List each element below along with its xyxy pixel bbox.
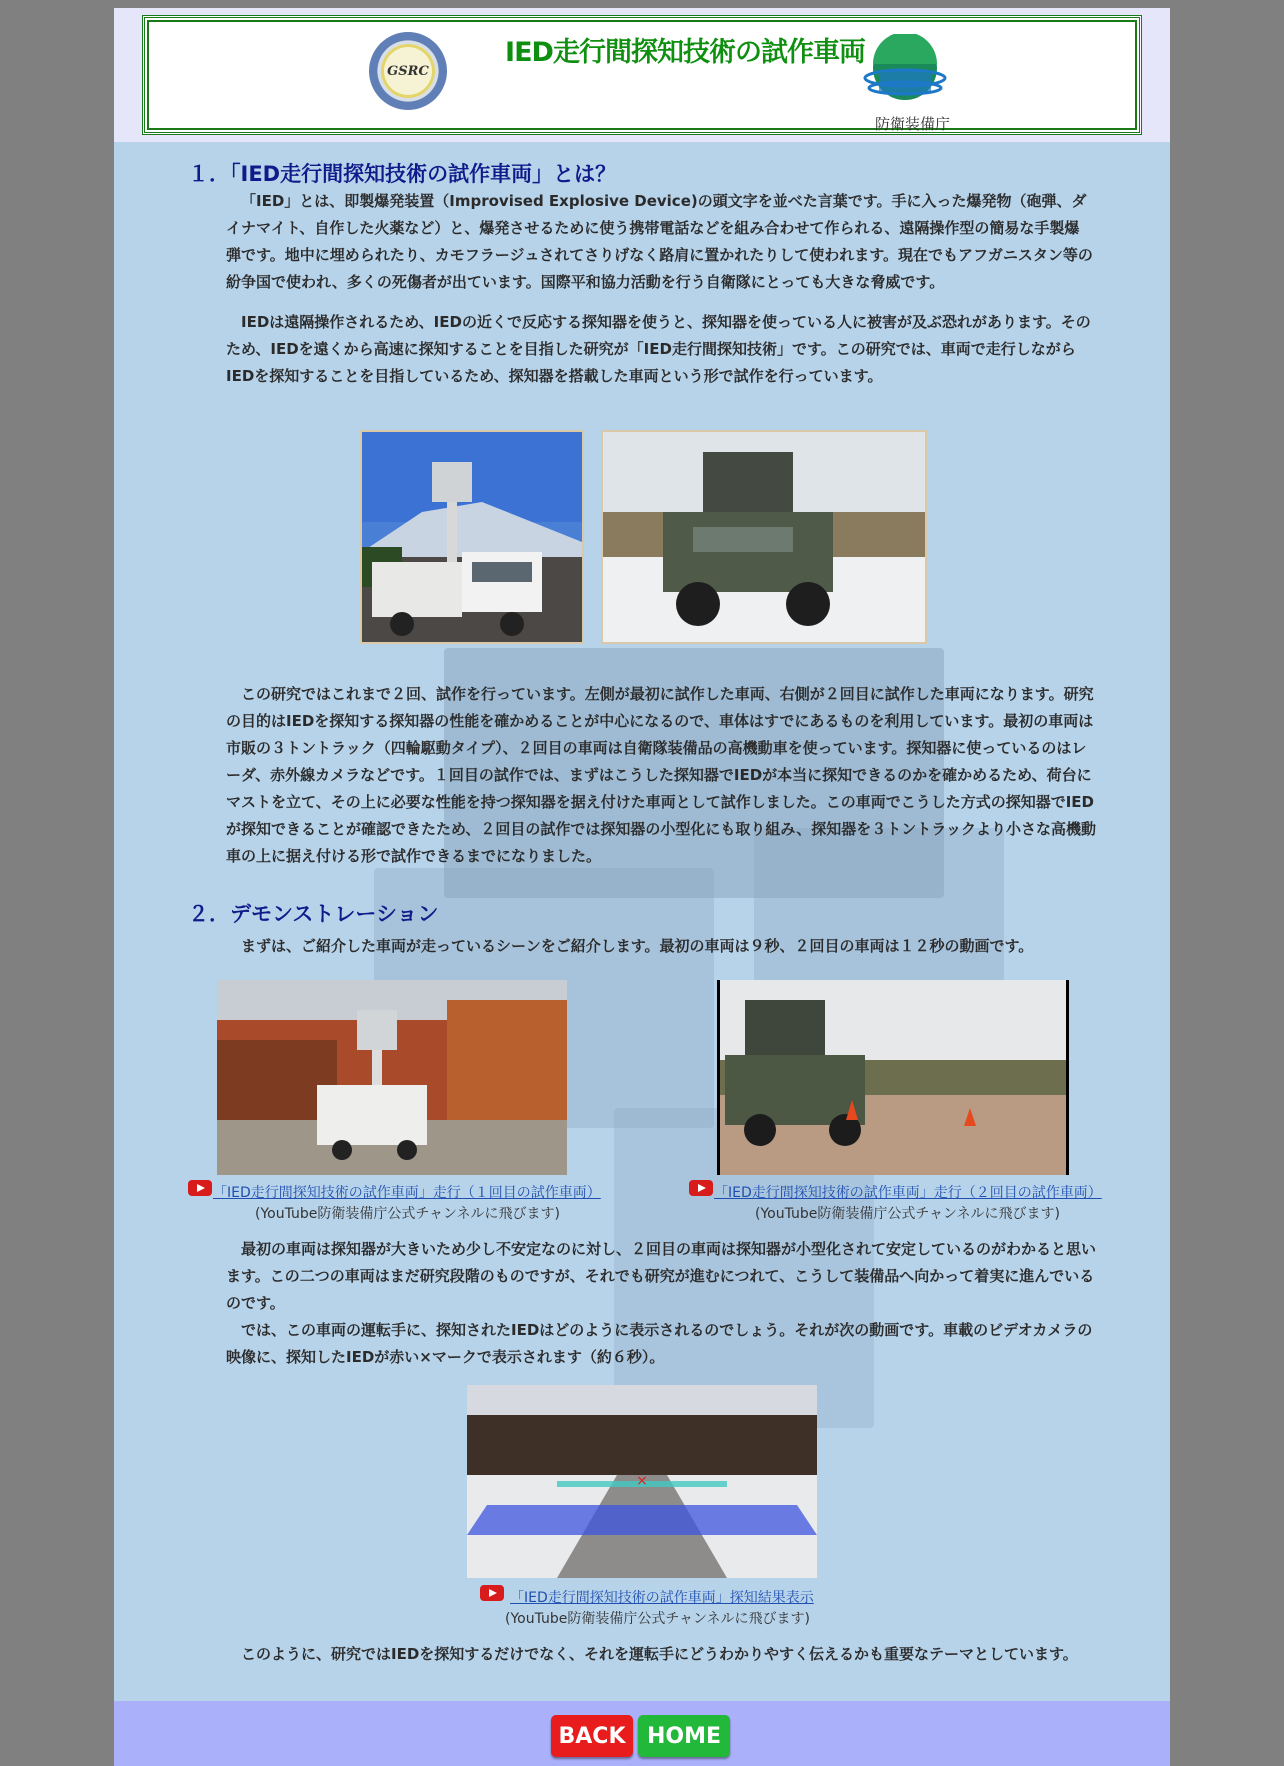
photo-first-prototype-truck bbox=[360, 430, 584, 644]
header bbox=[114, 8, 1170, 142]
footer-nav bbox=[114, 1701, 1170, 1766]
agency-name: 防衛装備庁 bbox=[875, 115, 951, 133]
section2-para-a: 最初の車両は探知器が大きいため少し不安定なのに対し、２回目の車両は探知器が小型化されて安定しているのがわかると思います。この二つの車両はまだ研究段階のものですが、それでも研究が進むにつれて、こうして装備品へ向かって着実に進んでいるのです。 bbox=[226, 1240, 1097, 1312]
page-title: IED走行間探知技術の試作車両 bbox=[505, 37, 865, 68]
section2-para-b: では、この車両の運転手に、探知されたIEDはどのように表示されるのでしょう。それが次の動画です。車載のビデオカメラの映像に、探知したIEDが赤い×マークで表示されます（約６秒）。 bbox=[226, 1321, 1093, 1366]
video1-link[interactable]: 「IED走行間探知技術の試作車両」走行（１回目の試作車両） bbox=[213, 1185, 601, 1201]
video2-link[interactable]: 「IED走行間探知技術の試作車両」走行（２回目の試作車両） bbox=[714, 1185, 1102, 1201]
gsrc-logo-text: GSRC bbox=[381, 44, 435, 98]
section-heading-1: １．「IED走行間探知技術の試作車両」とは？ bbox=[188, 162, 617, 186]
agency-logo-icon bbox=[861, 34, 949, 104]
youtube-icon[interactable] bbox=[480, 1585, 504, 1601]
section1-para-2: IEDは遠隔操作されるため、IEDの近くで反応する探知器を使うと、探知器を使っている人に被害が及ぶ恐れがあります。そのため、IEDを遠くから高速に探知することを目指した研究が「IED走行間探知技術」です。この研究では、車両で走行しながらIEDを探知することを目指しているため、探知器を搭載した車両という形で試作を行っています。 bbox=[226, 313, 1091, 385]
video1-thumbnail[interactable] bbox=[217, 980, 567, 1175]
closing-paragraph: このように、研究ではIEDを探知するだけでなく、それを運転手にどうわかりやすく伝えるかも重要なテーマとしています。 bbox=[241, 1645, 1078, 1663]
youtube-icon[interactable] bbox=[188, 1180, 212, 1196]
photo-second-prototype-vehicle bbox=[601, 430, 927, 644]
youtube-icon[interactable] bbox=[689, 1180, 713, 1196]
home-button[interactable]: HOME bbox=[638, 1715, 730, 1757]
section1-para-1: 「IED」とは、即製爆発装置（Improvised Explosive Device)の頭文字を並べた言葉です。手に入った爆発物（砲弾、ダイナマイト、自作した火薬など）と、爆発させるために使う携帯電話などを組み合わせて作られる、遠隔操作型の簡易な手製爆弾です。地中に埋められたり、カモフラージュされてさりげなく路肩に置かれたりして使われます。現在でもアフガニスタン等の紛争国で使われ、多くの死傷者が出ています。国際平和協力活動を行う自衛隊にとっても大きな脅威です。 bbox=[226, 192, 1093, 291]
back-button[interactable]: BACK bbox=[551, 1715, 633, 1757]
title-box bbox=[142, 15, 1142, 135]
video2-note: (YouTube防衛装備庁公式チャンネルに飛びます) bbox=[755, 1206, 1061, 1222]
section-heading-2: ２．デモンストレーション bbox=[188, 902, 439, 926]
video3-link[interactable]: 「IED走行間探知技術の試作車両」探知結果表示 bbox=[510, 1590, 814, 1606]
gsrc-logo bbox=[369, 32, 447, 110]
section1-para-3: この研究ではこれまで２回、試作を行っています。左側が最初に試作した車両、右側が２回目に試作した車両になります。研究の目的はIEDを探知する探知器の性能を確かめることが中心になるので、車体はすでにあるものを利用しています。最初の車両は市販の３トントラック（四輪駆動タイプ）、２回目の車両は自衛隊装備品の高機動車を使っています。探知器に使っているのはレーダ、赤外線カメラなどです。１回目の試作では、まずはこうした探知器でIEDが本当に探知できるのかを確かめるため、荷台にマストを立て、その上に必要な性能を持つ探知器を据え付けた車両として試作しました。この車両でこうした方式の探知器でIEDが探知できることが確認できたため、２回目の試作では探知器の小型化にも取り組み、探知器を３トントラックより小さな高機動車の上に据え付ける形で試作できるまでになりました。 bbox=[226, 685, 1097, 865]
video3-thumbnail[interactable] bbox=[467, 1385, 817, 1578]
svg-text:×: × bbox=[636, 1473, 648, 1489]
video2-thumbnail[interactable] bbox=[717, 980, 1069, 1175]
video3-note: (YouTube防衛装備庁公式チャンネルに飛びます) bbox=[505, 1611, 811, 1627]
section2-intro: まずは、ご紹介した車両が走っているシーンをご紹介します。最初の車両は９秒、２回目の車両は１２秒の動画です。 bbox=[241, 937, 1034, 955]
video1-note: (YouTube防衛装備庁公式チャンネルに飛びます) bbox=[255, 1206, 561, 1222]
page bbox=[114, 8, 1170, 1766]
